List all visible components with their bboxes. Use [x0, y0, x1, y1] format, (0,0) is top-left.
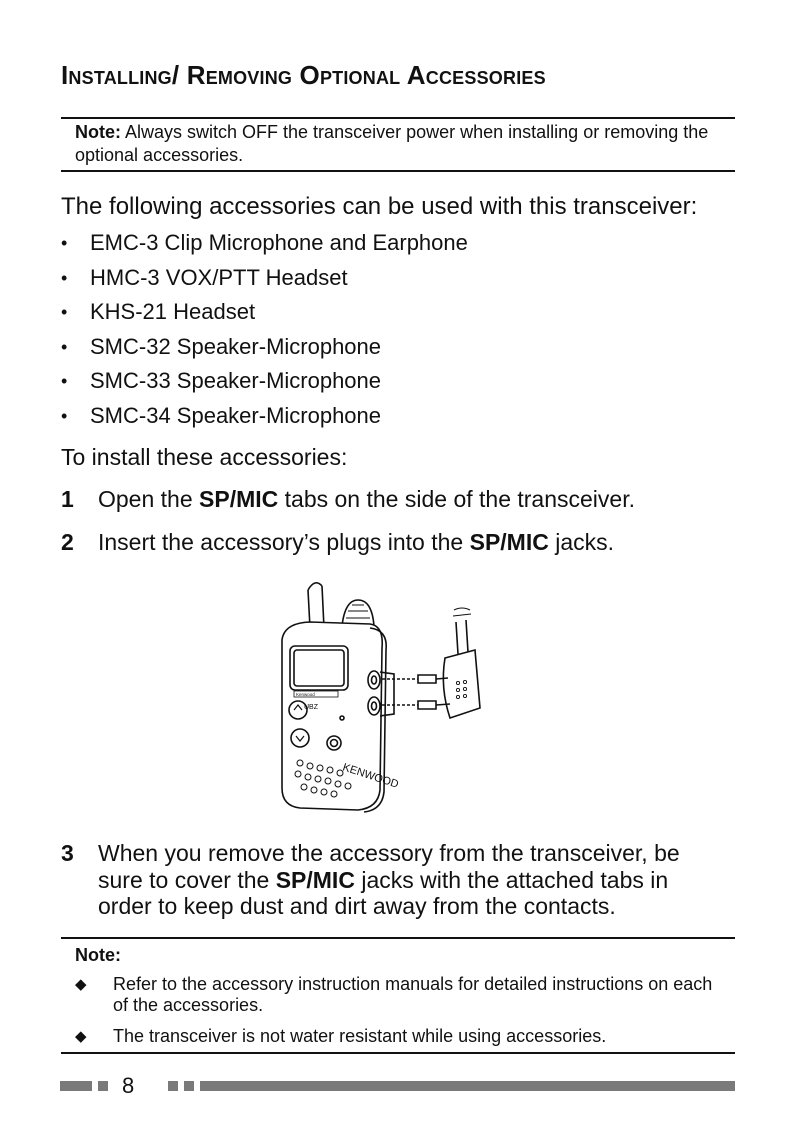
page-title: Installing/ Removing Optional Accessories: [61, 60, 546, 90]
note-box-top: [75, 121, 725, 167]
divider: [61, 117, 735, 119]
footer-decor: [200, 1081, 735, 1091]
page-number: 8: [122, 1073, 135, 1098]
divider: [61, 170, 735, 172]
list-item: • HMC-3 VOX/PTT Headset: [61, 264, 348, 290]
footer-decor: [168, 1081, 178, 1091]
note-label: Note:: [75, 945, 121, 965]
note-label: Note:: [75, 122, 121, 142]
diamond-bullet-icon: ◆: [75, 1028, 87, 1045]
list-item: • EMC-3 Clip Microphone and Earphone: [61, 230, 468, 255]
divider: [61, 1052, 735, 1054]
install-intro: To install these accessories:: [61, 444, 348, 470]
intro-text: The following accessories can be used with this transceiver:: [61, 193, 698, 220]
divider: [61, 937, 735, 939]
accessory-list: [61, 230, 468, 438]
diamond-bullet-icon: ◆: [75, 976, 87, 993]
footer-decor: [98, 1081, 108, 1091]
footer-decor: [184, 1081, 194, 1091]
footer-decor: [60, 1081, 92, 1091]
model-label: UBZ: [304, 704, 318, 711]
bullet-icon: •: [61, 336, 68, 357]
bullet-icon: •: [61, 405, 68, 426]
brand-logo: KENWOOD: [341, 761, 401, 791]
bullet-icon: •: [61, 267, 68, 288]
bullet-icon: •: [61, 371, 68, 392]
bullet-icon: •: [61, 233, 68, 253]
transceiver-illustration: [270, 578, 490, 828]
list-item: • KHS-21 Headset: [61, 299, 256, 325]
note-text: Always switch OFF the transceiver power when installing or removing the optional accessories.: [75, 122, 709, 165]
list-item: • SMC-33 Speaker-Microphone: [61, 368, 382, 394]
list-item: • SMC-34 Speaker-Microphone: [61, 402, 382, 428]
list-item: • SMC-32 Speaker-Microphone: [61, 333, 382, 359]
bullet-icon: •: [61, 302, 68, 323]
face-label: Kenwood: [296, 692, 315, 697]
